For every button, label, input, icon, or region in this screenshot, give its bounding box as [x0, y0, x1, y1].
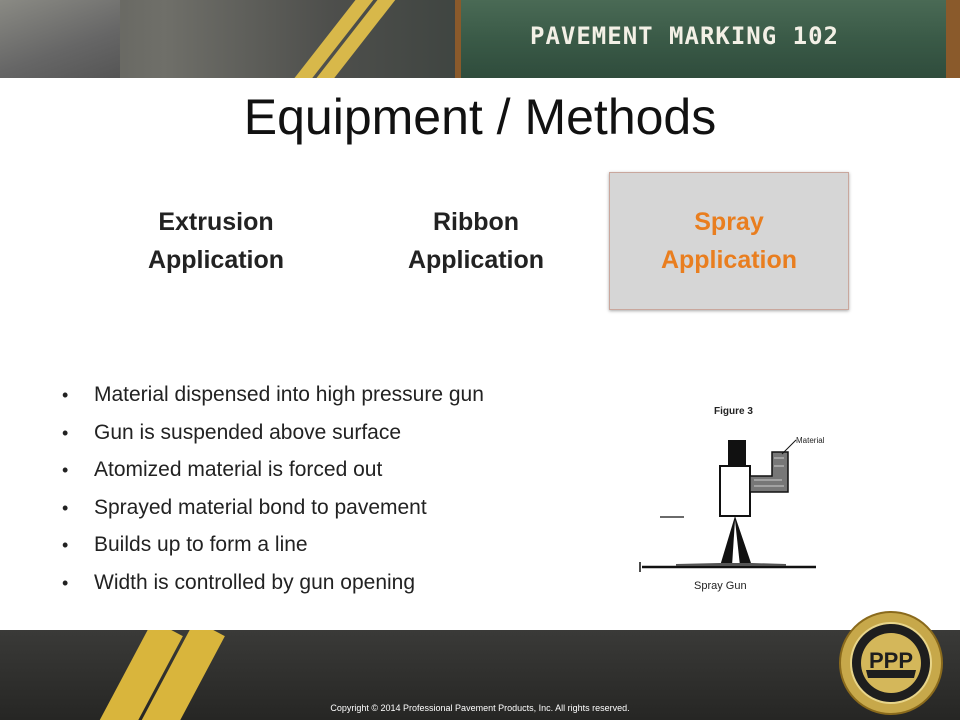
bullet-text: Width is controlled by gun opening [94, 570, 416, 594]
copyright-text: Copyright © 2014 Professional Pavement Products, Inc. All rights reserved. [330, 703, 630, 713]
bullet-text: Material dispensed into high pressure gun [94, 383, 484, 406]
list-item: • Gun is suspended above surface [62, 420, 402, 444]
figure-caption: Spray Gun [694, 580, 747, 592]
method-label-line2: Application [660, 246, 798, 274]
spray-gun-diagram [636, 400, 826, 595]
course-title: PAVEMENT MARKING 102 [530, 22, 839, 50]
bullet-text: Gun is suspended above surface [94, 420, 402, 444]
list-item: • Sprayed material bond to pavement [62, 495, 427, 519]
svg-text:PPP: PPP [868, 648, 914, 673]
page-title: Equipment / Methods [243, 89, 717, 145]
figure-title: Figure 3 [714, 406, 753, 417]
list-item: • Material dispensed into high pressure gun [62, 383, 484, 406]
bullet-text: Sprayed material bond to pavement [94, 495, 427, 519]
method-ribbon-application[interactable] [356, 172, 596, 310]
figure-material-label: Material [796, 436, 825, 445]
method-spray-application[interactable] [609, 172, 849, 310]
road-image [0, 0, 470, 78]
method-label-line1: Ribbon [432, 208, 520, 236]
method-extrusion-application[interactable] [96, 172, 336, 310]
bullet-text: Builds up to form a line [94, 533, 308, 557]
list-item: • Builds up to form a line [62, 533, 308, 557]
bullet-text: Atomized material is forced out [94, 458, 383, 482]
ppp-logo [838, 610, 944, 716]
method-label-line1: Spray [694, 208, 764, 236]
method-label-line2: Application [407, 246, 545, 274]
spray-gun-figure [636, 400, 826, 595]
header-banner [0, 0, 960, 78]
method-label-line2: Application [147, 246, 285, 274]
list-item: • Atomized material is forced out [62, 458, 383, 482]
method-label-line1: Extrusion [158, 208, 274, 236]
bullet-list [62, 378, 484, 604]
list-item: • Width is controlled by gun opening [62, 570, 416, 594]
